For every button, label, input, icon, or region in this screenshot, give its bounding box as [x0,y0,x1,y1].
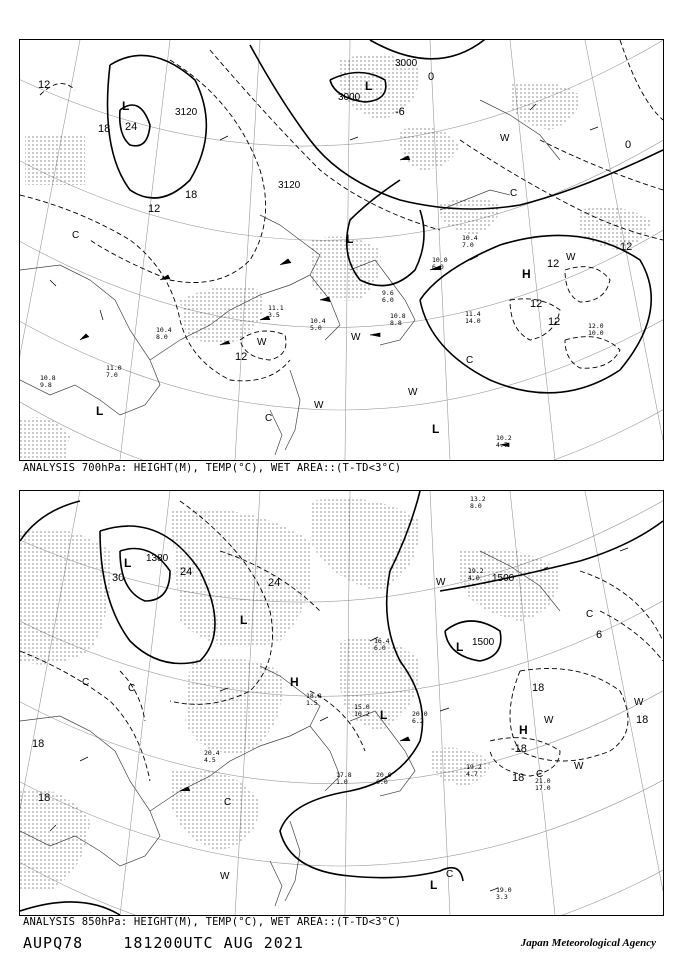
agency-name: Japan Meteorological Agency [520,937,656,949]
warm-marker: W [574,761,584,772]
pressure-center: L [432,422,440,436]
station-plot [156,326,172,341]
height-label: 1500 [492,573,515,584]
temp-label: 24 [180,566,193,578]
station-plot [496,886,512,901]
warm-marker: W [351,332,361,343]
svg-text:1.0: 1.0 [336,778,348,786]
svg-text:10.8: 10.8 [390,312,406,320]
station-plot [470,495,486,510]
svg-text:4.7: 4.7 [496,441,508,449]
svg-text:10.4: 10.4 [462,234,478,242]
pressure-center: L [122,99,130,113]
pressure-center: L [456,640,464,654]
cold-marker: C [72,230,80,241]
svg-text:20.0: 20.0 [412,710,428,718]
svg-text:5.0: 5.0 [310,324,322,332]
pressure-center: L [96,404,104,418]
warm-marker: W [314,400,324,411]
station-plot [465,310,481,325]
svg-text:15.0: 15.0 [354,703,370,711]
svg-text:4.7: 4.7 [466,770,478,778]
svg-text:4.5: 4.5 [204,756,216,764]
pressure-center: L [346,232,354,246]
svg-text:21.0: 21.0 [535,777,551,785]
svg-text:17.8: 17.8 [336,771,352,779]
svg-text:6.0: 6.0 [374,644,386,652]
pressure-center: L [365,79,373,93]
svg-text:10.8: 10.8 [40,374,56,382]
svg-text:10.4: 10.4 [310,317,326,325]
caption-850hpa: ANALYSIS 850hPa: HEIGHT(M), TEMP(°C), WET AREA::(T-TD<3°C) [23,916,402,928]
pressure-center: H [519,723,528,737]
warm-marker: W [220,871,230,882]
cold-marker: C [265,413,273,424]
station-plot [40,374,56,389]
temp-label: 24 [125,121,138,133]
temp-label: -6 [395,106,405,118]
temp-label: -18 [511,743,527,755]
svg-text:20.0: 20.0 [376,771,392,779]
cold-marker: C [128,683,136,694]
pressure-center: L [380,708,388,722]
svg-text:10.2: 10.2 [496,434,512,442]
svg-text:8.0: 8.0 [156,333,168,341]
temp-label: 18 [636,714,649,726]
temp-label: 0 [625,139,632,151]
temp-label: 30 [112,572,125,584]
svg-text:16.4: 16.4 [374,637,390,645]
temp-label: 18 [98,123,111,135]
station-plot [354,703,370,718]
station-plot [496,434,512,449]
station-plot [382,289,394,304]
svg-text:10.0: 10.0 [588,329,604,337]
temp-label: 0 [428,71,435,83]
svg-text:10.0: 10.0 [432,256,448,264]
warm-marker: W [408,387,418,398]
svg-text:3.3: 3.3 [496,893,508,901]
svg-text:19.2: 19.2 [468,567,484,575]
temp-label: 12 [530,298,543,310]
station-plot [390,312,406,327]
cold-marker: C [536,769,544,780]
svg-text:19.0: 19.0 [496,886,512,894]
warm-marker: W [544,715,554,726]
station-plot [588,322,604,337]
cold-marker: C [466,355,474,366]
svg-text:6.0: 6.0 [432,263,444,271]
svg-text:14.0: 14.0 [465,317,481,325]
svg-text:13.2: 13.2 [470,495,486,503]
svg-text:7.0: 7.0 [106,371,118,379]
temp-label: 18 [185,189,198,201]
map-panel-850hpa [19,490,664,916]
station-plot [106,364,122,379]
map-850hpa-svg [20,491,663,915]
cold-marker: C [446,869,454,880]
temp-label: 6 [596,629,603,641]
pressure-center: L [430,878,438,892]
svg-text:6.2: 6.2 [412,717,424,725]
station-plot [204,749,220,764]
temp-label: 18 [532,682,545,694]
svg-text:19.2: 19.2 [466,763,482,771]
station-plot [462,234,478,249]
svg-text:18.8: 18.8 [306,692,322,700]
station-plot [412,710,428,725]
svg-text:9.8: 9.8 [40,381,52,389]
temp-label: 12 [235,351,248,363]
height-label: 3120 [175,107,198,118]
height-label: 3000 [395,58,418,69]
map-700hpa-svg [20,40,663,460]
wet-area-stipple [25,135,85,185]
station-plot [310,317,326,332]
cold-marker: C [224,797,232,808]
svg-text:4.0: 4.0 [468,574,480,582]
warm-marker: W [566,252,576,263]
cold-warm-group [82,577,644,882]
svg-text:6.0: 6.0 [376,778,388,786]
pressure-center: L [240,613,248,627]
pressure-center: L [124,556,132,570]
svg-text:3.5: 3.5 [268,311,280,319]
warm-marker: W [436,577,446,588]
map-panel-700hpa [19,39,664,461]
height-label: 1500 [472,637,495,648]
station-plot [376,771,392,786]
svg-text:10.2: 10.2 [354,710,370,718]
svg-text:17.0: 17.0 [535,784,551,792]
temp-label: 18 [38,792,51,804]
station-plot [306,692,322,707]
station-plot [535,777,551,792]
svg-text:7.0: 7.0 [462,241,474,249]
station-plot [336,771,352,786]
cold-marker: C [510,188,518,199]
temp-label: 12 [620,241,633,253]
svg-text:1.5: 1.5 [306,699,318,707]
svg-text:6.0: 6.0 [382,296,394,304]
pressure-center: H [522,267,531,281]
svg-text:9.6: 9.6 [382,289,394,297]
temp-label: 12 [148,203,161,215]
pressure-center: H [290,675,299,689]
temp-label: 18 [512,772,525,784]
svg-text:11.1: 11.1 [268,304,284,312]
height-label: 3120 [278,180,301,191]
chart-id-line [23,934,304,952]
chart-timestamp: 181200UTC AUG 2021 [123,934,304,952]
coastline [20,100,560,455]
temp-label: 18 [32,738,45,750]
svg-text:11.4: 11.4 [465,310,481,318]
temp-label: 12 [547,258,560,270]
height-label: 3000 [338,92,361,103]
temp-label: 24 [268,577,281,589]
chart-id: AUPQ78 [23,934,84,952]
svg-text:10.4: 10.4 [156,326,172,334]
temp-label: 12 [548,316,561,328]
height-label: 1380 [146,553,169,564]
svg-text:8.8: 8.8 [390,319,402,327]
station-plot [432,256,448,271]
temp-label: 12 [38,79,51,91]
warm-marker: W [500,133,510,144]
svg-text:8.0: 8.0 [470,502,482,510]
svg-text:20.4: 20.4 [204,749,220,757]
cold-marker: C [586,609,594,620]
station-plot [268,304,284,319]
cold-marker: C [82,677,90,688]
svg-text:12.0: 12.0 [588,322,604,330]
caption-700hpa: ANALYSIS 700hPa: HEIGHT(M), TEMP(°C), WET AREA::(T-TD<3°C) [23,462,402,474]
warm-marker: W [634,697,644,708]
warm-marker: W [257,337,267,348]
svg-text:11.0: 11.0 [106,364,122,372]
